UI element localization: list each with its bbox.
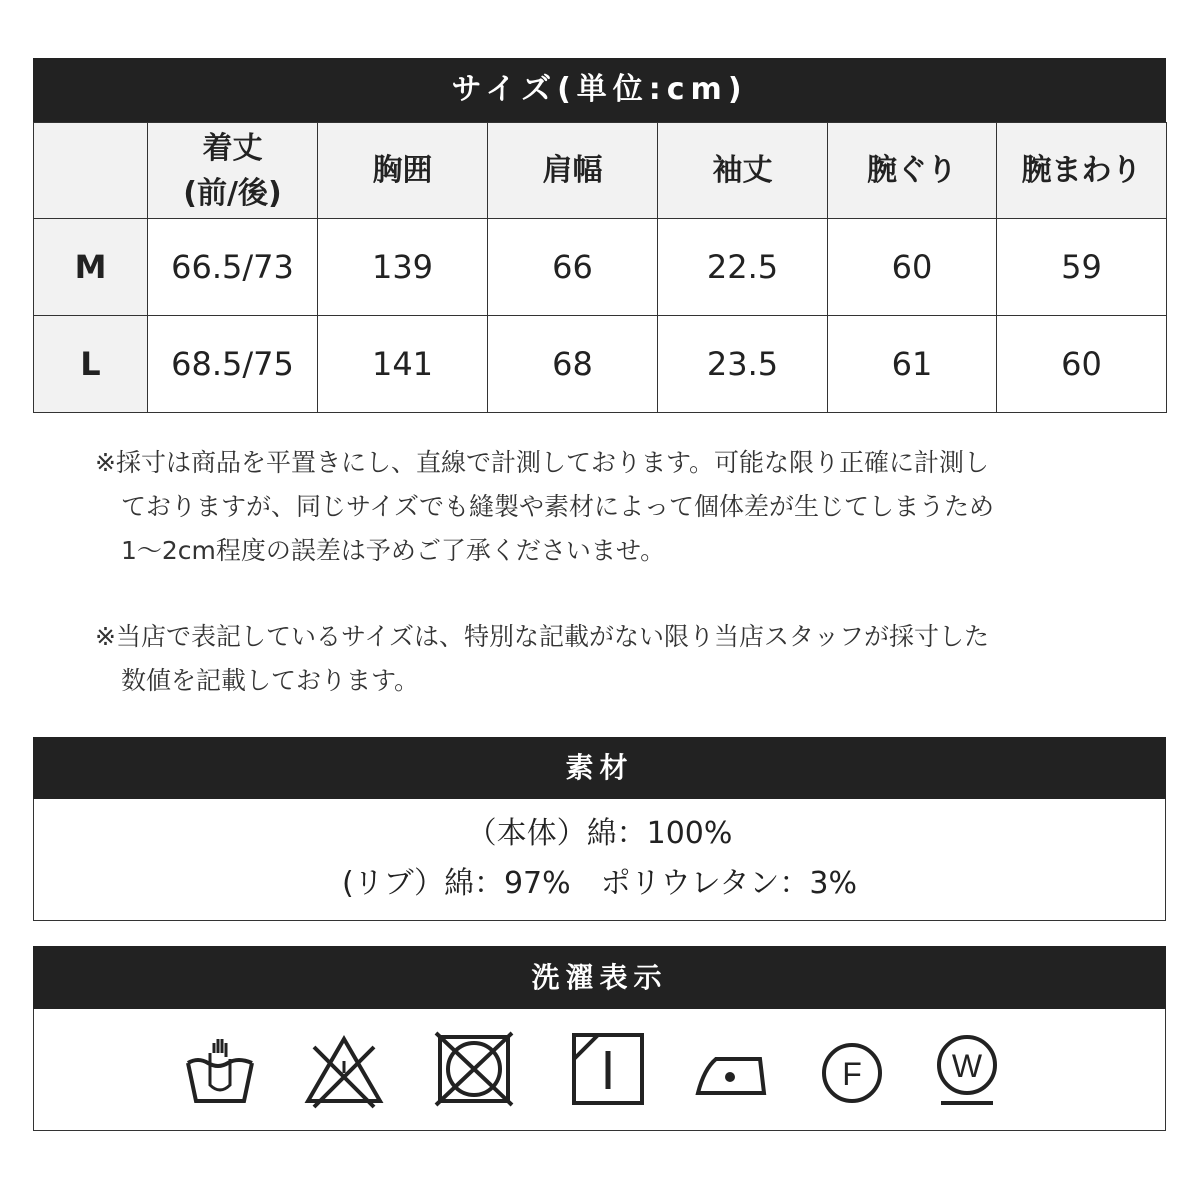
table-cell: 68.5/75 [148, 316, 318, 413]
header-length: 着丈 (前/後) [148, 123, 318, 219]
table-cell: 139 [318, 219, 488, 316]
material-line-rib: (リブ）綿：97% ポリウレタン：3% [341, 866, 858, 901]
drip-dry-shade-icon [568, 1029, 648, 1109]
care-icons [33, 1009, 1166, 1131]
table-cell: 22.5 [658, 219, 828, 316]
header-arm-circ: 腕まわり [997, 123, 1167, 219]
table-cell: 61 [828, 316, 997, 413]
table-cell: 68 [488, 316, 658, 413]
wet-clean-w-icon [927, 1029, 1007, 1109]
table-cell: 60 [828, 219, 997, 316]
size-table [33, 122, 1167, 413]
care-section [33, 946, 1166, 1131]
note-line: 数値を記載しております。 [121, 666, 420, 695]
material-line-body: （本体）綿：100% [466, 816, 733, 851]
size-label: M [34, 219, 148, 316]
size-section [33, 58, 1166, 413]
table-cell: 141 [318, 316, 488, 413]
header-chest: 胸囲 [318, 123, 488, 219]
low-iron-icon [690, 1029, 770, 1109]
measurement-note [95, 441, 1095, 573]
header-armhole: 腕ぐり [828, 123, 997, 219]
header-shoulder: 肩幅 [488, 123, 658, 219]
dry-clean-f-icon [812, 1029, 892, 1109]
note-line: ※採寸は商品を平置きにし、直線で計測しております。可能な限り正確に計測し [95, 448, 989, 477]
no-tumble-dry-icon [434, 1029, 514, 1109]
size-source-note [95, 615, 1095, 703]
header-sleeve: 袖丈 [658, 123, 828, 219]
table-cell: 66.5/73 [148, 219, 318, 316]
table-cell: 60 [997, 316, 1167, 413]
table-cell: 23.5 [658, 316, 828, 413]
no-bleach-icon [304, 1029, 384, 1109]
svg-text:F: F [842, 1056, 862, 1092]
material-title: 素材 [33, 737, 1166, 799]
care-title: 洗濯表示 [33, 946, 1166, 1009]
note-line: ※当店で表記しているサイズは、特別な記載がない限り当店スタッフが採寸した [95, 622, 989, 651]
note-line: 1～2cm程度の誤差は予めご了承くださいませ。 [121, 536, 666, 565]
table-row [34, 219, 1167, 316]
size-label: L [34, 316, 148, 413]
corner-cell [34, 123, 148, 219]
table-row [34, 316, 1167, 413]
size-table-title: サイズ(単位:cm) [33, 58, 1166, 122]
note-line: ておりますが、同じサイズでも縫製や素材によって個体差が生じてしまうため [121, 492, 995, 521]
size-table-header-row [34, 123, 1167, 219]
table-cell: 66 [488, 219, 658, 316]
table-cell: 59 [997, 219, 1167, 316]
hand-wash-icon [180, 1029, 260, 1109]
svg-text:W: W [951, 1048, 983, 1084]
material-section [33, 737, 1166, 921]
material-body [33, 799, 1166, 921]
